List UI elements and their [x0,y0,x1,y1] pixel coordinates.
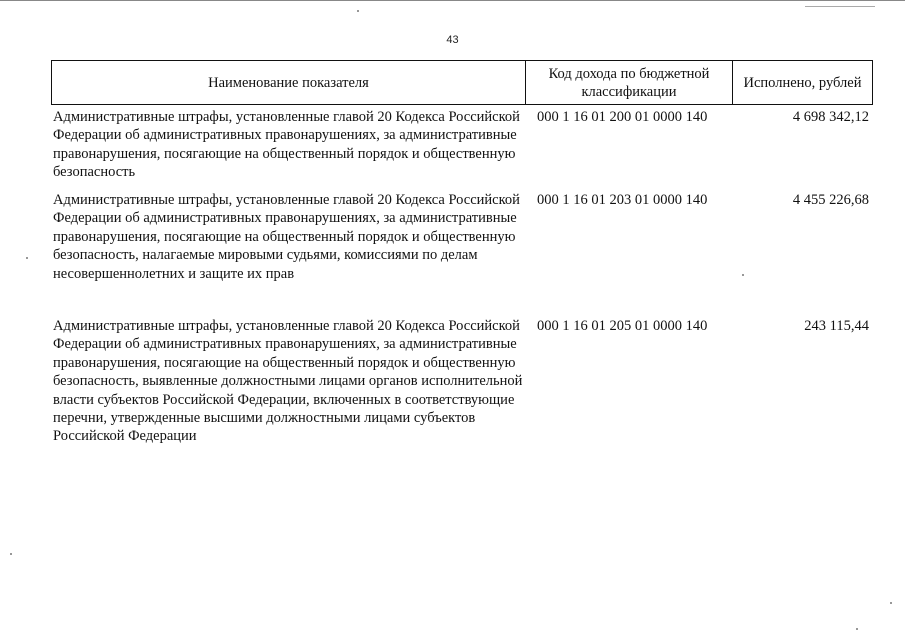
row-amount: 243 115,44 [804,318,869,334]
header-indicator-name: Наименование показателя [52,61,526,104]
row-description: Административные штрафы, установленные главой 20 Кодекса Российской Федерации об административных правонарушениях, за административные правонарушения, посягающие на общественный порядок и общественную безопасность [53,109,520,181]
scan-corner-mark [805,6,875,7]
scan-speck [856,628,858,630]
row-description: Административные штрафы, установленные главой 20 Кодекса Российской Федерации об административных правонарушениях, за административные правонарушения, посягающие на общественный порядок и общественную безопасность, налагаемые мировыми судьями, комиссиями по делам несовершеннолетних и защите их прав [53,192,520,282]
header-income-code: Код дохода по бюджетной классификации [526,61,733,104]
row-income-code: 000 1 16 01 203 01 0000 140 [537,192,708,208]
row-income-code: 000 1 16 01 205 01 0000 140 [537,318,708,334]
scan-speck [10,553,12,555]
table-header [51,60,873,105]
table-row [53,191,871,283]
row-amount: 4 455 226,68 [792,192,869,208]
row-income-code: 000 1 16 01 200 01 0000 140 [537,109,708,125]
table-row [53,317,871,447]
row-amount: 4 698 342,12 [792,109,869,125]
header-executed-amount: Исполнено, рублей [743,74,862,91]
row-description: Административные штрафы, установленные главой 20 Кодекса Российской Федерации об административных правонарушениях, за административные правонарушения, посягающие на общественный порядок и общественную безопасность, выявленные должностными лицами органов исполнительной власти субъектов Российской Федерации, включенных в соответствующие перечни, утвержденные высшими должностными лицами субъектов Российской Федерации [53,318,523,445]
table-row [53,108,871,182]
scan-speck [26,257,28,259]
scan-speck [890,602,892,604]
page-number: 43 [446,34,459,46]
scan-speck [357,10,359,12]
scan-edge-line [0,0,905,1]
